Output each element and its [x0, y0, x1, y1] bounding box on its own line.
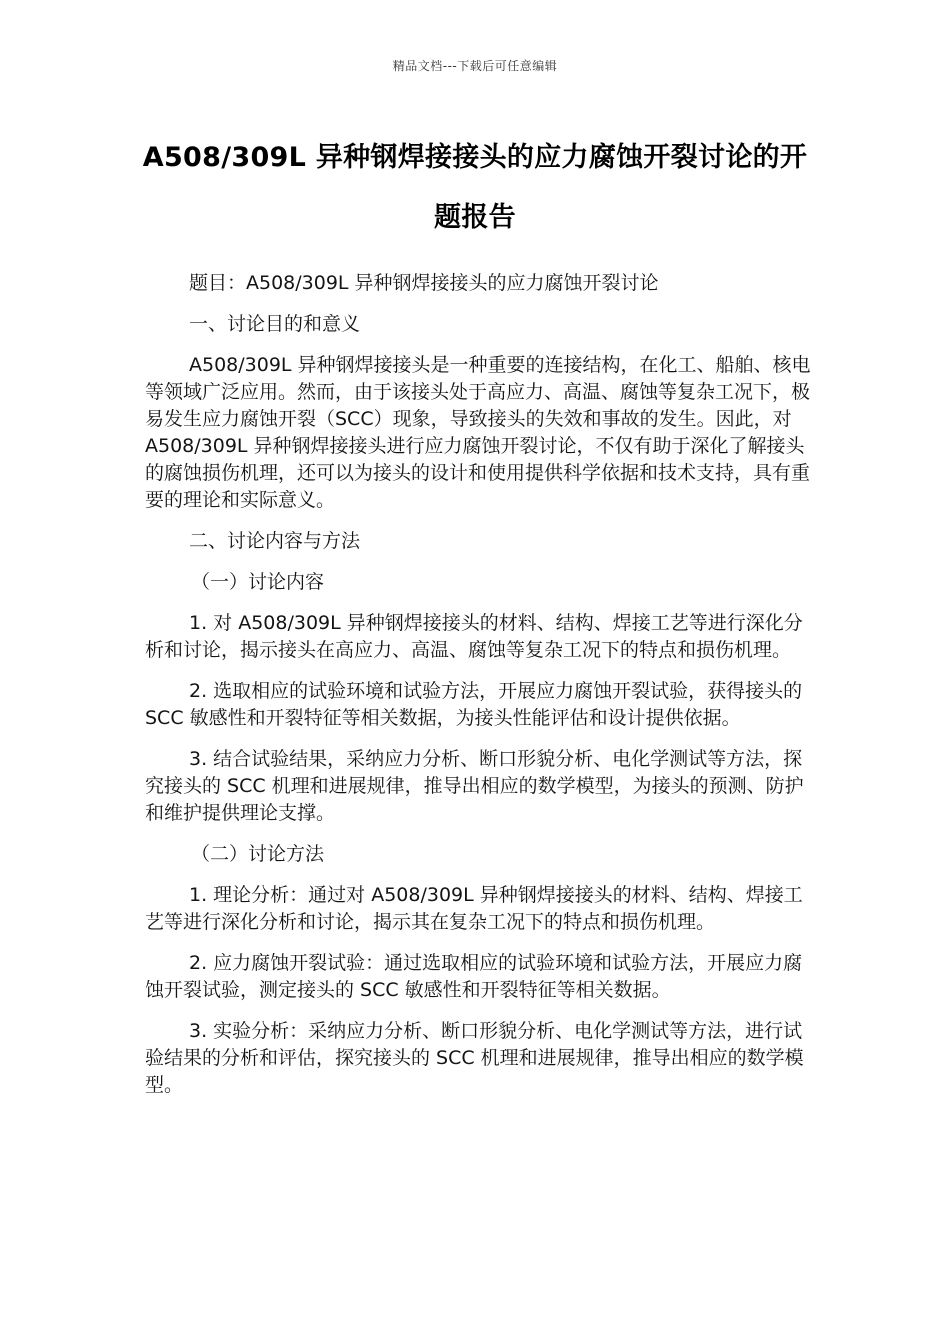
topic-line: 题目：A508/309L 异种钢焊接接头的应力腐蚀开裂讨论: [189, 272, 659, 294]
section1-heading: 一、讨论目的和意义: [189, 313, 361, 335]
section2-heading: 二、讨论内容与方法: [189, 530, 361, 552]
document-body: [145, 270, 817, 1113]
method-item: 1. 理论分析：通过对 A508/309L 异种钢焊接接头的材料、结构、焊接工艺等进行深化分析和讨论，揭示其在复杂工况下的特点和损伤机理。: [145, 884, 803, 933]
method-item: 3. 实验分析：采纳应力分析、断口形貌分析、电化学测试等方法，进行试验结果的分析和评估，探究接头的 SCC 机理和进展规律，推导出相应的数学模型。: [145, 1020, 804, 1096]
header-note: 精品文档---下载后可任意编辑: [392, 59, 558, 73]
section1-paragraph: A508/309L 异种钢焊接接头是一种重要的连接结构，在化工、船舶、核电等领域广泛应用。然而，由于该接头处于高应力、高温、腐蚀等复杂工况下，极易发生应力腐蚀开裂（SCC）现象，导致接头的失效和事故的发生。因此，对 A508/309L 异种钢焊接接头进行应力腐蚀开裂讨论，不仅有助于深化了解接头的腐蚀损伤机理，还可以为接头的设计和使用提供科学依据和技术支持，具有重要的理论和实际意义。: [145, 354, 811, 511]
content-subheading: （一）讨论内容: [191, 571, 325, 593]
content-item: 2. 选取相应的试验环境和试验方法，开展应力腐蚀开裂试验，获得接头的 SCC 敏感性和开裂特征等相关数据，为接头性能评估和设计提供依据。: [145, 680, 803, 729]
document-title: A508/309L 异种钢焊接接头的应力腐蚀开裂讨论的开题报告: [142, 142, 808, 233]
method-item: 2. 应力腐蚀开裂试验：通过选取相应的试验环境和试验方法，开展应力腐蚀开裂试验，测定接头的 SCC 敏感性和开裂特征等相关数据。: [145, 952, 803, 1001]
content-item: 3. 结合试验结果，采纳应力分析、断口形貌分析、电化学测试等方法，探究接头的 SCC 机理和进展规律，推导出相应的数学模型，为接头的预测、防护和维护提供理论支撑。: [145, 748, 804, 824]
method-subheading: （二）讨论方法: [191, 843, 325, 865]
content-item: 1. 对 A508/309L 异种钢焊接接头的材料、结构、焊接工艺等进行深化分析和讨论，揭示接头在高应力、高温、腐蚀等复杂工况下的特点和损伤机理。: [145, 612, 803, 661]
